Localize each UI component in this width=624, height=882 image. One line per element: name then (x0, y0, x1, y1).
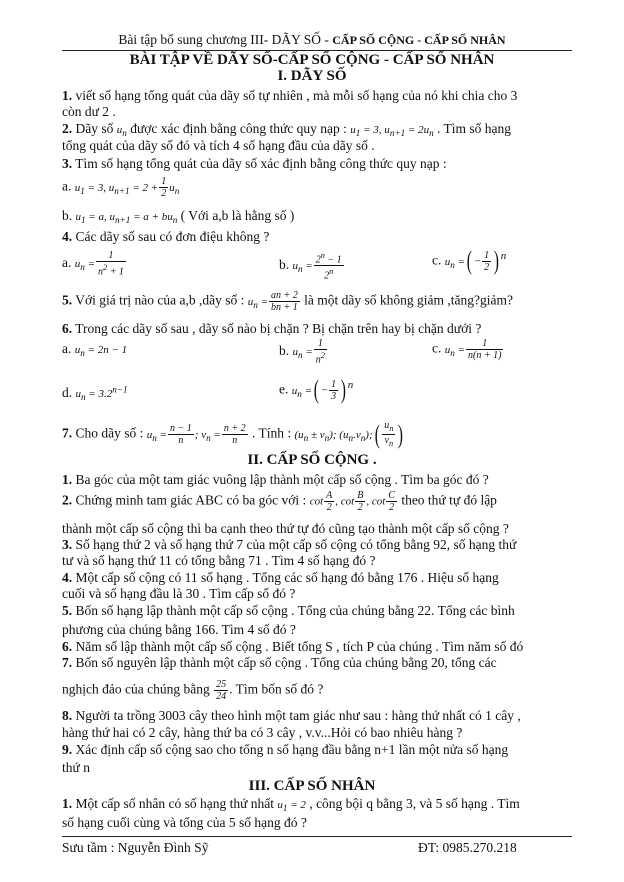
exercise-1-1: 1. viết số hạng tổng quát của dãy số tự nhiên , mà mỗi số hạng của nó khi chia cho 3 (62, 88, 518, 103)
exercise-1-6-row1: a. $u_n = 2n - 1$ b. $u_n$ = $\frac{1}{n^2}$ c. $u_n$ = $\frac{1}{n(n + 1)}$ (62, 338, 502, 366)
exercise-2-7: 7. Bốn số nguyên lập thành một cấp số cộng . Tổng của chúng bằng 20, tổng các (62, 655, 497, 670)
exercise-2-9: 9. Xác định cấp số cộng sao cho tổng n số hạng đầu bằng n+1 lần một nửa số hạng (62, 742, 509, 757)
exercise-2-4-cont: cuối và số hạng đầu là 30 . Tìm cấp số đó ? (62, 586, 296, 601)
section-heading-2: II. CẤP SỐ CỘNG . (247, 452, 377, 468)
page-header (0, 32, 624, 48)
exercise-1-2-cont: tổng quát của dãy số đó và tích 4 số hạng đầu của dãy số . (62, 138, 375, 153)
exercise-1-4-options: a. $u_n$ = $\frac{1}{n^2 + 1}$ b. $u_n$ = $\frac{2^n - 1}{2^n}$ c. $u_n$ =( − $\frac{1}{2}$ ) $^n$ (62, 246, 507, 282)
exercise-1-5: 5. Với giá trị nào của a,b ,dãy số : $u_n$ = $\frac{an + 2}{bn + 1}$ là một dãy số không giảm ,tăng?giảm? (62, 290, 513, 313)
footer-author: Sưu tầm : Nguyễn Đình Sỹ (62, 840, 209, 855)
exercise-1-7: 7. Cho dãy số : $u_n$ = $\frac{n - 1}{n}$ ; $v_n$ = $\frac{n + 2}{n}$ . Tính : $(u_n \pm v_n)$; $(u_n.v_n)$;( $\frac{u_n}{v_n}$ ) (62, 419, 404, 449)
exercise-2-8: 8. Người ta trồng 3003 cây theo hình một tam giác như sau : hàng thứ nhất có 1 cây , (62, 708, 521, 723)
exercise-1-4: 4. Các dãy số sau có đơn điệu không ? (62, 229, 270, 244)
exercise-1-3: 3. Tìm số hạng tổng quát của dãy số xác định bằng công thức quy nạp : (62, 156, 447, 171)
exercise-3-1: 1. Một cấp số nhân có số hạng thứ nhất $u_1 = 2$ , công bội q bằng 3, và 5 số hạng . Tìm (62, 796, 520, 814)
exercise-1-1-cont: còn dư 2 . (62, 104, 116, 119)
exercise-2-2: 2. Chứng minh tam giác ABC có ba góc với : cot $\frac{A}{2}$ , cot $\frac{B}{2}$ , cot $\frac{C}{2}$ theo thứ tự đó lập (62, 490, 497, 513)
exercise-2-6: 6. Năm số lập thành một cấp số cộng . Biết tổng S , tích P của chúng . Tìm năm số đó (62, 639, 524, 654)
exercise-2-4: 4. Một cấp số cộng có 11 số hạng . Tổng các số hạng đó bằng 176 . Hiệu số hạng (62, 570, 499, 585)
exercise-1-6-row2: d. $u_n = 3.2^{n-1}$ e. $u_n$ =( − $\frac{1}{3}$ ) $^n$ (62, 375, 354, 405)
exercise-2-8-cont: hàng thứ hai có 2 cây, hàng thứ ba có 3 cây , v.v...Hỏi có bao nhiêu hàng ? (62, 725, 463, 740)
header-text: Bài tập bổ sung chương III- DÃY SỐ - (118, 32, 333, 47)
section-heading-1: I. DÃY SỐ (277, 68, 347, 84)
footer-phone: ĐT: 0985.270.218 (418, 840, 517, 855)
exercise-1-6: 6. Trong các dãy số sau , dãy số nào bị chặn ? Bị chặn trên hay bị chặn dưới ? (62, 321, 482, 336)
exercise-2-5-cont: phương của chúng bằng 166. Tìm 4 số đó ? (62, 622, 296, 637)
section-heading-3: III. CẤP SỐ NHÂN (248, 778, 376, 794)
exercise-1-3b: b. $u_1 = a$, $u_{n+1} = a + bu_n$ ( Với a,b là hằng số ) (62, 208, 295, 226)
exercise-1-3a: a. $u_1 = 3$, $u_{n+1} = 2$ + $\frac{1}{2}$ $u_n$ (62, 176, 180, 199)
footer-divider (62, 836, 572, 837)
exercise-2-7-cont: nghịch đảo của chúng bằng $\frac{25}{24}$ . Tìm bốn số đó ? (62, 679, 324, 702)
exercise-3-1-cont: số hạng cuối cùng và tổng của 5 số hạng đó ? (62, 815, 307, 830)
exercise-2-9-cont: thứ n (62, 760, 90, 775)
exercise-2-1: 1. Ba góc của một tam giác vuông lập thành một cấp số cộng . Tìm ba góc đó ? (62, 472, 489, 487)
exercise-2-5: 5. Bốn số hạng lập thành một cấp số cộng . Tổng của chúng bằng 22. Tổng các bình (62, 603, 515, 618)
exercise-1-2: 2. Dãy số $u_n$ được xác định bằng công thức quy nạp : $u_1 = 3$, $u_{n+1} = 2u_n$ . Tìm số hạng (62, 121, 512, 139)
header-bold: CẤP SỐ CỘNG - CẤP SỐ NHÂN (332, 33, 506, 47)
exercise-2-3-cont: tư và số hạng thứ 11 có tổng bằng 71 . Tìm 4 số hạng đó ? (62, 553, 376, 568)
exercise-2-3: 3. Số hạng thứ 2 và số hạng thứ 7 của một cấp số cộng có tổng bằng 92, số hạng thứ (62, 537, 517, 552)
exercise-2-2-cont: thành một cấp số cộng thì ba cạnh theo thứ tự đó cũng tạo thành một cấp số cộng ? (62, 521, 509, 536)
header-divider (62, 50, 572, 51)
document-title: BÀI TẬP VỀ DÃY SỐ-CẤP SỐ CỘNG - CẤP SỐ NHÂN (129, 52, 495, 68)
